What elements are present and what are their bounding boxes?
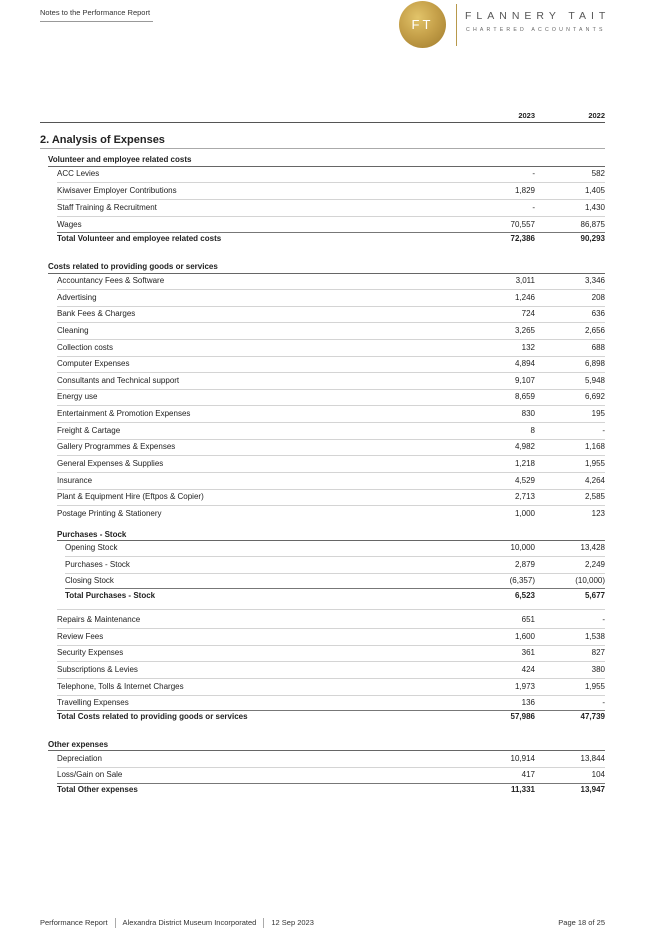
row-label: General Expenses & Supplies [57, 459, 164, 468]
row-label: Cleaning [57, 326, 89, 335]
row-label: Bank Fees & Charges [57, 309, 136, 318]
value-2023: 2,713 [514, 492, 535, 501]
row-divider [57, 472, 605, 473]
group-rule [48, 166, 605, 167]
row-divider [57, 645, 605, 646]
value-2023: (6,357) [509, 576, 535, 585]
value-2022: 13,844 [580, 754, 605, 763]
row-divider [65, 556, 605, 557]
value-2023: 4,529 [514, 476, 535, 485]
value-2022: 5,948 [584, 376, 605, 385]
firm-name: FLANNERY TAIT [465, 10, 611, 22]
total-label: Total Costs related to providing goods or services [57, 712, 248, 721]
row-divider [57, 289, 605, 290]
value-2022: 1,955 [584, 682, 605, 691]
value-2023: 830 [521, 409, 535, 418]
row-label: Collection costs [57, 343, 114, 352]
value-2022: 1,405 [584, 186, 605, 195]
total-2022: 13,947 [580, 785, 605, 794]
row-label: Loss/Gain on Sale [57, 770, 123, 779]
table-row [0, 220, 645, 232]
value-2022: 104 [591, 770, 605, 779]
total-2023: 72,386 [510, 234, 535, 243]
row-divider [57, 678, 605, 679]
total-2022: 90,293 [580, 234, 605, 243]
total-row [0, 234, 645, 246]
table-row [0, 665, 645, 677]
value-2022: 6,692 [584, 392, 605, 401]
row-label: Postage Printing & Stationery [57, 509, 162, 518]
value-2022: 13,428 [580, 543, 605, 552]
footer-separator [115, 918, 116, 928]
group-heading-goods: Costs related to providing goods or services [48, 262, 218, 271]
value-2023: 4,894 [514, 359, 535, 368]
row-label: Energy use [57, 392, 98, 401]
row-divider [57, 182, 605, 183]
total-divider [57, 232, 605, 233]
table-row [0, 392, 645, 404]
table-row [0, 276, 645, 288]
total-2023: 11,331 [510, 785, 535, 794]
value-2022: 636 [591, 309, 605, 318]
table-row [0, 169, 645, 181]
value-2023: 1,973 [514, 682, 535, 691]
table-row [0, 186, 645, 198]
row-divider [57, 609, 605, 610]
footer-date: 12 Sep 2023 [271, 918, 314, 927]
value-2022: - [602, 426, 605, 435]
row-label: Kiwisaver Employer Contributions [57, 186, 177, 195]
row-divider [57, 455, 605, 456]
row-label: Security Expenses [57, 648, 124, 657]
table-row [0, 359, 645, 371]
value-2022: 2,249 [584, 560, 605, 569]
value-2022: - [602, 615, 605, 624]
document-title: Notes to the Performance Report [40, 8, 151, 17]
group-heading-other: Other expenses [48, 740, 109, 749]
page-footer [40, 918, 314, 928]
value-2023: 9,107 [514, 376, 535, 385]
group-rule [48, 750, 605, 751]
value-2022: 123 [591, 509, 605, 518]
value-2023: 424 [521, 665, 535, 674]
value-2022: 1,955 [584, 459, 605, 468]
total-2023: 6,523 [514, 591, 535, 600]
row-divider [57, 767, 605, 768]
value-2022: 1,538 [584, 632, 605, 641]
row-label: Depreciation [57, 754, 102, 763]
value-2022: 86,875 [580, 220, 605, 229]
subtotal-row [0, 591, 645, 603]
page-number: Page 18 of 25 [558, 918, 605, 927]
value-2022: (10,000) [575, 576, 605, 585]
row-divider [57, 389, 605, 390]
row-label: Advertising [57, 293, 97, 302]
row-label: Purchases - Stock [65, 560, 130, 569]
total-divider [65, 588, 605, 589]
row-divider [57, 372, 605, 373]
table-row [0, 492, 645, 504]
value-2022: 208 [591, 293, 605, 302]
table-row [0, 576, 645, 588]
table-row [0, 632, 645, 644]
firm-subtitle: CHARTERED ACCOUNTANTS [466, 27, 606, 33]
table-row [0, 459, 645, 471]
row-label: Opening Stock [65, 543, 118, 552]
value-2023: 3,265 [514, 326, 535, 335]
value-2023: 1,218 [514, 459, 535, 468]
value-2023: 361 [521, 648, 535, 657]
row-label: Gallery Programmes & Expenses [57, 442, 176, 451]
value-2023: 3,011 [515, 276, 535, 285]
row-label: Closing Stock [65, 576, 114, 585]
value-2022: 1,430 [584, 203, 605, 212]
total-2023: 57,986 [510, 712, 535, 721]
value-2023: 1,829 [514, 186, 535, 195]
row-divider [57, 322, 605, 323]
total-label: Total Other expenses [57, 785, 138, 794]
total-label: Total Purchases - Stock [65, 591, 156, 600]
table-row [0, 409, 645, 421]
value-2022: 4,264 [584, 476, 605, 485]
value-2023: 4,982 [514, 442, 535, 451]
value-2023: 417 [521, 770, 535, 779]
table-row [0, 326, 645, 338]
total-divider [57, 783, 605, 784]
logo-divider [456, 4, 457, 46]
table-row [0, 426, 645, 438]
row-label: Consultants and Technical support [57, 376, 180, 385]
row-label: Review Fees [57, 632, 104, 641]
value-2023: 8,659 [514, 392, 535, 401]
firm-logo-icon: FT [399, 1, 446, 48]
total-label: Total Volunteer and employee related costs [57, 234, 222, 243]
value-2022: 1,168 [584, 442, 605, 451]
row-label: Wages [57, 220, 82, 229]
value-2023: 1,600 [514, 632, 535, 641]
header-underline [40, 21, 153, 22]
row-label: Plant & Equipment Hire (Eftpos & Copier) [57, 492, 204, 501]
group-heading-volunteer: Volunteer and employee related costs [48, 155, 192, 164]
table-row [0, 615, 645, 627]
value-2023: - [532, 203, 535, 212]
table-row [0, 560, 645, 572]
footer-report: Performance Report [40, 918, 108, 927]
row-label: Staff Training & Recruitment [57, 203, 157, 212]
table-row [0, 770, 645, 782]
row-label: Telephone, Tolls & Internet Charges [57, 682, 184, 691]
table-row [0, 543, 645, 555]
row-label: Freight & Cartage [57, 426, 121, 435]
row-divider [57, 339, 605, 340]
table-row [0, 442, 645, 454]
column-header-rule [40, 122, 605, 123]
row-divider [57, 489, 605, 490]
value-2023: 132 [521, 343, 535, 352]
value-2023: - [532, 169, 535, 178]
value-2022: - [602, 698, 605, 707]
total-row [0, 712, 645, 724]
table-row [0, 376, 645, 388]
table-row [0, 476, 645, 488]
row-divider [57, 505, 605, 506]
value-2023: 10,914 [510, 754, 535, 763]
subgroup-heading-purchases: Purchases - Stock [57, 530, 127, 539]
table-row [0, 293, 645, 305]
row-label: Repairs & Maintenance [57, 615, 141, 624]
footer-separator [263, 918, 264, 928]
column-header-2022: 2022 [588, 111, 605, 120]
row-label: Subscriptions & Levies [57, 665, 138, 674]
value-2023: 2,879 [514, 560, 535, 569]
subgroup-rule [57, 540, 605, 541]
row-divider [57, 628, 605, 629]
value-2023: 8 [530, 426, 535, 435]
table-row [0, 203, 645, 215]
row-label: Accountancy Fees & Software [57, 276, 165, 285]
value-2022: 688 [591, 343, 605, 352]
value-2022: 6,898 [584, 359, 605, 368]
row-divider [57, 422, 605, 423]
row-divider [65, 573, 605, 574]
total-row [0, 785, 645, 797]
row-divider [57, 439, 605, 440]
value-2023: 724 [521, 309, 535, 318]
section-rule [40, 148, 605, 149]
row-divider [57, 661, 605, 662]
value-2022: 195 [591, 409, 605, 418]
value-2023: 1,000 [514, 509, 535, 518]
table-row [0, 343, 645, 355]
row-divider [57, 695, 605, 696]
total-2022: 5,677 [584, 591, 605, 600]
value-2023: 10,000 [510, 543, 535, 552]
row-divider [57, 306, 605, 307]
table-row [0, 648, 645, 660]
group-rule [48, 273, 605, 274]
total-2022: 47,739 [580, 712, 605, 721]
row-label: Computer Expenses [57, 359, 130, 368]
column-header-2023: 2023 [518, 111, 535, 120]
value-2023: 651 [521, 615, 535, 624]
row-label: Travelling Expenses [57, 698, 129, 707]
table-row [0, 754, 645, 766]
row-label: ACC Levies [57, 169, 100, 178]
table-row [0, 309, 645, 321]
value-2023: 70,557 [510, 220, 535, 229]
section-title: 2. Analysis of Expenses [40, 134, 165, 146]
value-2022: 2,656 [584, 326, 605, 335]
value-2022: 3,346 [584, 276, 605, 285]
table-row [0, 698, 645, 710]
value-2022: 582 [591, 169, 605, 178]
row-label: Insurance [57, 476, 93, 485]
value-2022: 827 [591, 648, 605, 657]
value-2023: 136 [521, 698, 535, 707]
row-divider [57, 405, 605, 406]
value-2022: 380 [591, 665, 605, 674]
row-divider [57, 199, 605, 200]
table-row [0, 682, 645, 694]
row-divider [57, 216, 605, 217]
total-divider [57, 710, 605, 711]
row-label: Entertainment & Promotion Expenses [57, 409, 191, 418]
table-row [0, 509, 645, 521]
footer-entity: Alexandra District Museum Incorporated [122, 918, 257, 927]
value-2022: 2,585 [584, 492, 605, 501]
value-2023: 1,246 [514, 293, 535, 302]
row-divider [57, 356, 605, 357]
